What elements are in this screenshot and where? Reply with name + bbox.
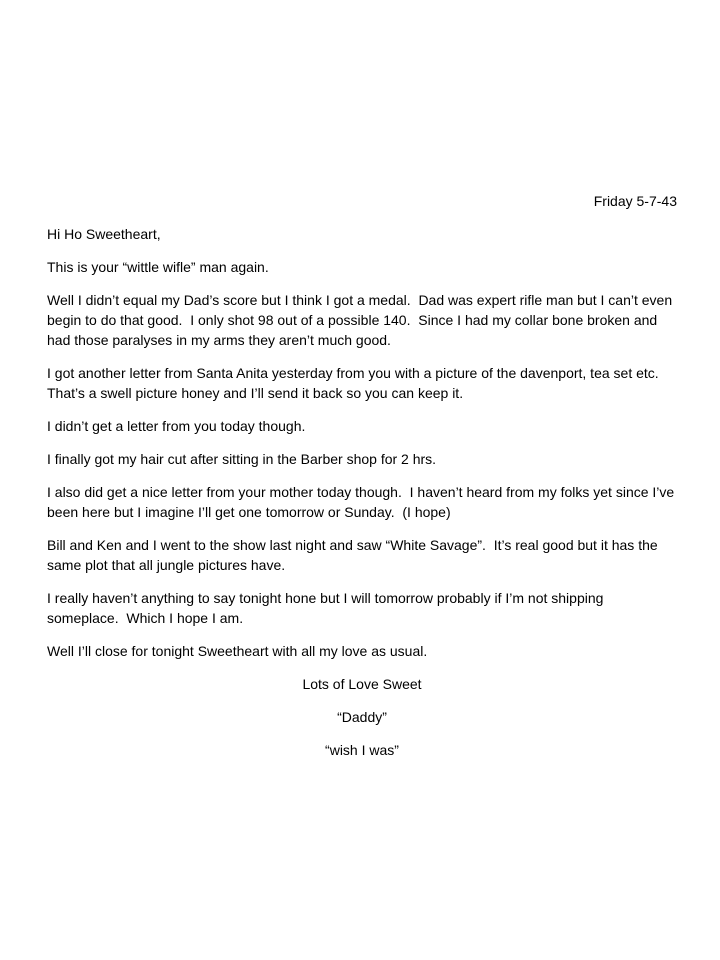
letter-paragraph: I really haven’t anything to say tonight hone but I will tomorrow probably if I’m not shipping someplace. Which I hope I am. — [47, 590, 608, 626]
letter-date: Friday 5-7-43 — [593, 193, 677, 209]
letter-paragraph: I also did get a nice letter from your mother today though. I haven’t heard from my folks yet since I’ve been here but I imagine I’ll get one tomorrow or Sunday. (I hope) — [47, 484, 679, 520]
letter-closing: Lots of Love Sweet — [302, 676, 422, 692]
letter-paragraph: I didn’t get a letter from you today though. — [47, 418, 306, 434]
letter-signature: “Daddy” — [337, 709, 387, 725]
letter-paragraph: Well I didn’t equal my Dad’s score but I think I got a medal. Dad was expert rifle man but I can’t even begin to do that good. I only shot 98 out of a possible 140. Since I had my collar bone broken and had those paralyses in my arms they aren’t much good. — [47, 292, 677, 348]
letter-paragraph: This is your “wittle wifle” man again. — [47, 259, 269, 275]
letter-postscript: “wish I was” — [325, 742, 399, 758]
letter-salutation: Hi Ho Sweetheart, — [47, 226, 161, 242]
letter-body — [47, 191, 677, 773]
letter-paragraph: Well I’ll close for tonight Sweetheart with all my love as usual. — [47, 643, 428, 659]
letter-paragraph: Bill and Ken and I went to the show last night and saw “White Savage”. It’s real good but it has the same plot that all jungle pictures have. — [47, 537, 662, 573]
letter-paragraph: I finally got my hair cut after sitting in the Barber shop for 2 hrs. — [47, 451, 437, 467]
letter-paragraph: I got another letter from Santa Anita yesterday from you with a picture of the davenport, tea set etc. That’s a swell picture honey and I’ll send it back so you can keep it. — [47, 365, 667, 401]
